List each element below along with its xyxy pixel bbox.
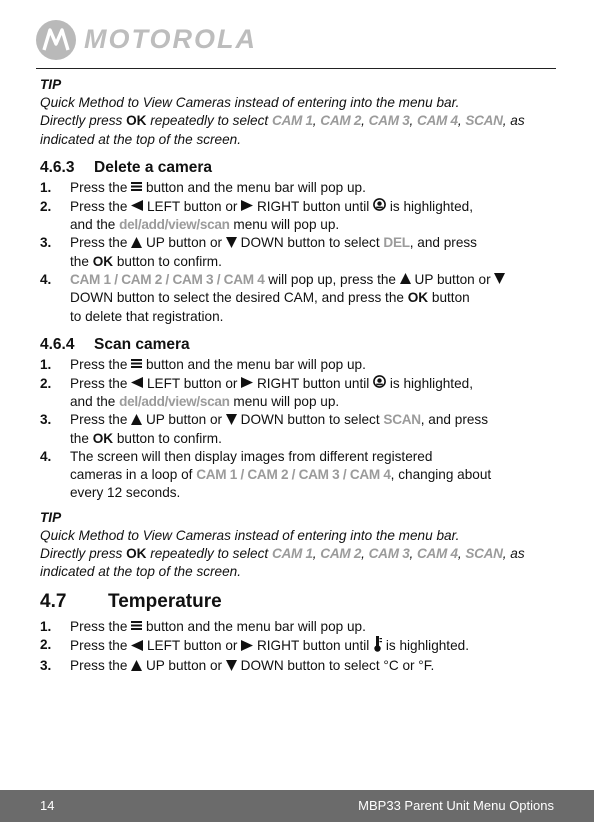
step: 1. Press the button and the menu bar will pop up. — [40, 356, 556, 375]
down-arrow-icon — [226, 658, 237, 676]
tip-label: TIP — [40, 509, 62, 525]
right-arrow-icon — [241, 638, 253, 656]
section-heading-temperature: 4.7 Temperature — [40, 591, 222, 613]
down-arrow-icon — [494, 271, 505, 289]
tip-label: TIP — [40, 77, 62, 92]
left-arrow-icon — [131, 375, 143, 393]
step: 2. Press the LEFT button or RIGHT button until is highlighted. — [40, 636, 556, 657]
steps-temperature — [40, 618, 556, 676]
tip-text: Quick Method to View Cameras instead of entering into the menu bar. Directly press OK repeatedly to select CAM 1, CAM 2, CAM 3, CAM 4, SCAN, as indicated at the top of the screen. — [40, 95, 525, 147]
up-arrow-icon — [131, 235, 142, 253]
up-arrow-icon — [131, 658, 142, 676]
down-arrow-icon — [226, 412, 237, 430]
down-arrow-icon — [226, 235, 237, 253]
camera-menu-icon — [373, 375, 386, 393]
page-content — [40, 70, 556, 676]
page-number: 14 — [40, 798, 55, 813]
camera-menu-icon — [373, 198, 386, 216]
section-heading-scan-camera: 4.6.4 Scan camera — [40, 335, 190, 353]
step: 3. Press the UP button or DOWN button to select °C or °F. — [40, 657, 556, 676]
section-heading-delete-camera: 4.6.3 Delete a camera — [40, 158, 213, 176]
right-arrow-icon — [241, 375, 253, 393]
footer-title: MBP33 Parent Unit Menu Options — [358, 798, 554, 813]
step: 4. CAM 1 / CAM 2 / CAM 3 / CAM 4 will pop up, press the UP button or DOWN button to select the desired CAM, and press the OK button to delete that registration. — [40, 271, 556, 326]
step: 3. Press the UP button or DOWN button to select DEL, and press the OK button to confirm. — [40, 235, 477, 269]
left-arrow-icon — [131, 638, 143, 656]
tip-text: Quick Method to View Cameras instead of entering into the menu bar. Directly press OK repeatedly to select CAM 1, CAM 2, CAM 3, CAM 4, SCAN, as indicated at the top of the screen. — [40, 527, 525, 580]
left-arrow-icon — [131, 198, 143, 216]
cam-label: CAM 1 — [271, 113, 313, 129]
steps-scan-camera — [40, 356, 556, 503]
right-arrow-icon — [241, 198, 253, 216]
page-footer — [0, 790, 594, 822]
step: 1. Press the button and the menu bar will pop up. — [40, 618, 556, 637]
menu-icon — [131, 356, 142, 374]
step: 4. The screen will then display images from different registered cameras in a loop of CAM 1 / CAM 2 / CAM 3 / CAM 4, changing about every 12 seconds. — [40, 448, 492, 501]
page-header — [36, 16, 556, 69]
step: 3. Press the UP button or DOWN button to select SCAN, and press the OK button to confirm. — [40, 412, 489, 446]
up-arrow-icon — [400, 271, 411, 289]
thermometer-icon — [373, 636, 382, 657]
menu-icon — [131, 179, 142, 197]
step: 1. Press the button and the menu bar will pop up. — [40, 179, 556, 198]
step: 2. Press the LEFT button or RIGHT button until is highlighted, and the del/add/view/scan menu will pop up. — [40, 375, 473, 410]
footer-strip — [0, 822, 594, 832]
brand-name: MOTOROLA — [84, 24, 257, 54]
motorola-logo-icon — [36, 20, 76, 60]
step: 2. Press the LEFT button or RIGHT button until is highlighted, and the del/add/view/scan menu will pop up. — [40, 198, 473, 233]
up-arrow-icon — [131, 412, 142, 430]
steps-delete-camera — [40, 179, 556, 326]
menu-icon — [131, 618, 142, 636]
